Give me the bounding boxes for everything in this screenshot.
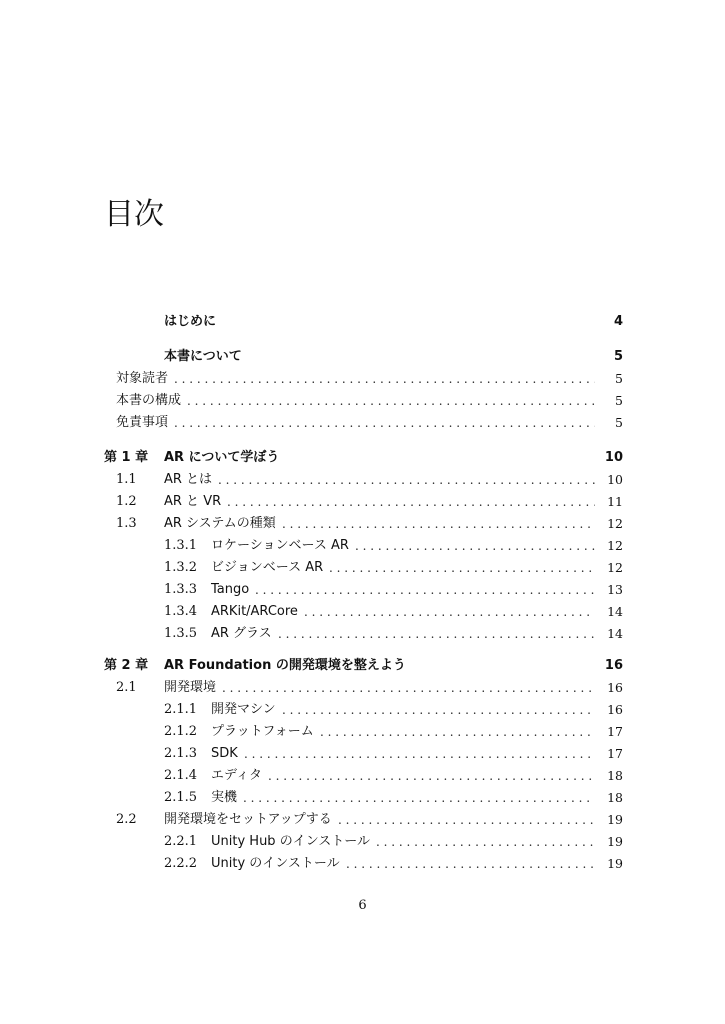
- toc-entry-number: 2.1.1: [164, 702, 198, 717]
- toc-entry-page: 4: [608, 311, 623, 333]
- toc-entry[interactable]: [104, 557, 623, 579]
- toc-entry-page: 5: [609, 390, 623, 412]
- toc-entry-number: 2.2: [116, 812, 137, 827]
- toc-entry-number: 1.1: [116, 472, 137, 487]
- toc-entry-number: 2.1.3: [164, 746, 198, 761]
- toc-entry-number: 2.1.2: [164, 724, 198, 739]
- toc-entry-title: 開発環境をセットアップする: [164, 809, 336, 831]
- toc-entry-title: ARKit/ARCore: [211, 601, 302, 623]
- toc-entry-number: 2.2.2: [164, 856, 198, 871]
- toc-entry[interactable]: [104, 412, 623, 434]
- toc-entry-page: 19: [601, 831, 623, 853]
- toc-entry-number: 1.3.1: [164, 538, 198, 553]
- toc-entry-page: 16: [601, 677, 623, 699]
- toc-entry-page: 14: [601, 601, 623, 623]
- toc-entry-title: AR とは: [164, 469, 216, 491]
- dot-leader: [174, 368, 595, 390]
- dot-leader: [187, 390, 595, 412]
- toc-entry-title: AR システムの種類: [164, 513, 280, 535]
- dot-leader: [355, 535, 595, 557]
- dot-leader: [268, 765, 595, 787]
- toc-entry[interactable]: [104, 655, 623, 677]
- toc-entry-title: 開発環境: [164, 677, 220, 699]
- toc-entry-title: 免責事項: [116, 412, 172, 434]
- dot-leader: [346, 853, 595, 875]
- toc-entry-number: 2.1.4: [164, 768, 198, 783]
- toc-entry-title: ビジョンベース AR: [211, 557, 327, 579]
- toc-entry[interactable]: [104, 677, 623, 699]
- toc-entry-number: 2.2.1: [164, 834, 198, 849]
- toc-entry-title: 開発マシン: [211, 699, 280, 721]
- toc-entry[interactable]: [104, 765, 623, 787]
- toc-entry-title: Unity のインストール: [211, 853, 344, 875]
- toc-entry-page: 18: [601, 787, 623, 809]
- toc-entry-number: 1.3.3: [164, 582, 198, 597]
- toc-entry[interactable]: [104, 368, 623, 390]
- toc-entry[interactable]: [104, 809, 623, 831]
- toc-entry-number: 第 2 章: [104, 658, 149, 673]
- toc-entry-title: 本書について: [164, 346, 246, 368]
- toc-entry-title: エディタ: [211, 765, 266, 787]
- toc-entry-page: 19: [601, 809, 623, 831]
- toc-entry-page: 11: [601, 491, 623, 513]
- toc-entry-title: Unity Hub のインストール: [211, 831, 374, 853]
- toc-entry-number: 2.1.5: [164, 790, 198, 805]
- dot-leader: [222, 677, 595, 699]
- toc-entry-page: 12: [601, 557, 623, 579]
- toc-entry-number: 第 1 章: [104, 450, 149, 465]
- toc-entry-number: 1.3: [116, 516, 137, 531]
- toc-entry[interactable]: [104, 787, 623, 809]
- toc-entry-page: 14: [601, 623, 623, 645]
- toc-entry-page: 18: [601, 765, 623, 787]
- dot-leader: [255, 579, 595, 601]
- toc-entry-title: AR について学ぼう: [164, 447, 283, 469]
- dot-leader: [329, 557, 595, 579]
- toc-entry-title: ロケーションベース AR: [211, 535, 353, 557]
- toc-entry-number: 1.3.4: [164, 604, 198, 619]
- toc-entry-title: 対象読者: [116, 368, 172, 390]
- dot-leader: [338, 809, 595, 831]
- toc-entry-page: 10: [601, 469, 623, 491]
- toc-entry-page: 17: [601, 743, 623, 765]
- toc-entry[interactable]: [104, 491, 623, 513]
- toc-entry-title: 実機: [211, 787, 241, 809]
- toc-entry[interactable]: [104, 469, 623, 491]
- toc-entry-number: 2.1: [116, 680, 137, 695]
- toc-entry-number: 1.2: [116, 494, 137, 509]
- dot-leader: [304, 601, 595, 623]
- toc-entry-page: 12: [601, 535, 623, 557]
- toc-entry[interactable]: [104, 831, 623, 853]
- toc-entry-title: AR と VR: [164, 491, 225, 513]
- dot-leader: [218, 469, 595, 491]
- toc-entry[interactable]: [104, 311, 623, 333]
- toc-title: 目次: [104, 197, 164, 232]
- toc-entry[interactable]: [104, 535, 623, 557]
- dot-leader: [320, 721, 595, 743]
- toc-entry[interactable]: [104, 513, 623, 535]
- dot-leader: [282, 699, 595, 721]
- toc-entry-page: 10: [599, 447, 623, 469]
- toc-entry[interactable]: [104, 699, 623, 721]
- toc-entry-title: はじめに: [164, 311, 220, 333]
- toc-entry-title: 本書の構成: [116, 390, 185, 412]
- toc-entry-page: 19: [601, 853, 623, 875]
- toc-entry-page: 16: [601, 699, 623, 721]
- toc-entry-page: 5: [609, 412, 623, 434]
- toc-entry[interactable]: [104, 743, 623, 765]
- toc-entry[interactable]: [104, 721, 623, 743]
- toc-entry[interactable]: [104, 346, 623, 368]
- toc-entry-title: Tango: [211, 579, 253, 601]
- page-number: 6: [358, 898, 367, 913]
- dot-leader: [376, 831, 595, 853]
- toc-entry[interactable]: [104, 853, 623, 875]
- dot-leader: [243, 787, 595, 809]
- toc-entry-title: プラットフォーム: [211, 721, 318, 743]
- dot-leader: [174, 412, 595, 434]
- toc-entry-page: 5: [609, 368, 623, 390]
- toc-entry-page: 12: [601, 513, 623, 535]
- toc-entry-page: 17: [601, 721, 623, 743]
- toc-entry-number: 1.3.2: [164, 560, 198, 575]
- dot-leader: [244, 743, 595, 765]
- toc-entry-page: 5: [608, 346, 623, 368]
- toc-entry[interactable]: [104, 623, 623, 645]
- toc-entry-number: 1.3.5: [164, 626, 198, 641]
- dot-leader: [227, 491, 595, 513]
- toc-entry-page: 13: [601, 579, 623, 601]
- toc-entry-title: SDK: [211, 743, 242, 765]
- toc-entry[interactable]: [104, 579, 623, 601]
- toc-entry-title: AR Foundation の開発環境を整えよう: [164, 655, 410, 677]
- dot-leader: [278, 623, 595, 645]
- toc-entry[interactable]: [104, 390, 623, 412]
- toc-entry-page: 16: [599, 655, 623, 677]
- dot-leader: [282, 513, 595, 535]
- toc-entry[interactable]: [104, 447, 623, 469]
- toc-entry-title: AR グラス: [211, 623, 276, 645]
- toc-entry[interactable]: [104, 601, 623, 623]
